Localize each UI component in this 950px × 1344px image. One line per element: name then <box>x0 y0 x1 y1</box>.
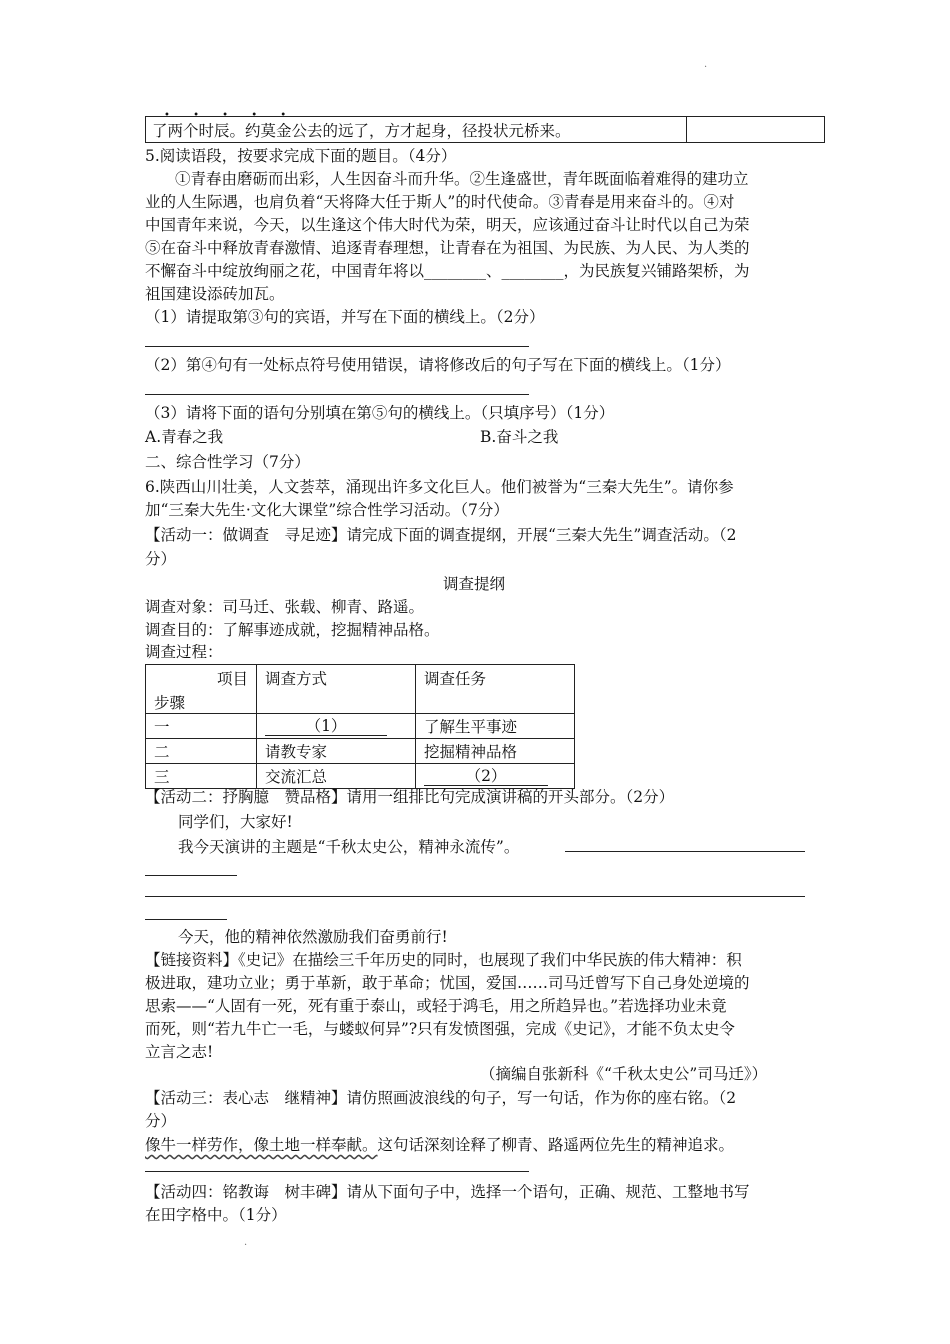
row-task-blank[interactable] <box>416 764 575 789</box>
answer-line-4[interactable] <box>145 875 237 876</box>
q5-para-line-2: 业的人生际遇，也肩负着“天将降大任于斯人”的时代使命。③青春是用来奋斗的。④对 <box>145 193 735 211</box>
header-step: 步骤 <box>154 694 186 712</box>
activity-4-line-2: 在田字格中。（1分） <box>145 1206 287 1224</box>
speech-greeting: 同学们，大家好! <box>178 813 293 831</box>
link-material-line-3: 思索——“人固有一死，死有重于泰山，或轻于鸿毛，用之所趋异也。”若选择功业未竟 <box>145 997 727 1015</box>
outline-title: 调查提纲 <box>443 575 506 593</box>
row-task: 了解生平事迹 <box>416 714 575 739</box>
row-task: 挖掘精神品格 <box>416 739 575 764</box>
wavy-sentence: 像牛一样劳作，像土地一样奉献。 <box>145 1136 378 1154</box>
top-answer-table <box>145 116 825 143</box>
link-source: （摘编自张新科《“千秋太史公”司马迁》） <box>480 1065 768 1083</box>
answer-line-1[interactable] <box>145 346 529 347</box>
answer-line-7[interactable] <box>145 1171 529 1172</box>
link-material-line-5: 立言之志! <box>145 1043 214 1061</box>
example-rest: 这句话深刻诠释了柳青、路遥两位先生的精神追求。 <box>377 1136 735 1154</box>
survey-process: 调查过程： <box>145 643 223 661</box>
table-row <box>146 739 575 764</box>
row-method-blank[interactable] <box>257 714 416 739</box>
header-project: 项目 <box>216 670 248 688</box>
link-material-line-1: 【链接资料】《史记》在描绘三千年历史的同时，也展现了我们中华民族的伟大精神：积 <box>145 951 742 969</box>
header-project-step <box>146 665 257 714</box>
activity-3-example <box>145 1134 734 1156</box>
option-b: B.奋斗之我 <box>480 428 559 446</box>
blank-2[interactable]: （2） <box>424 767 548 786</box>
q5-para-line-4: ⑤在奋斗中释放青春激情、追逐青春理想，让青春在为祖国、为民族、为人民、为人类的 <box>145 239 750 257</box>
row-step: 一 <box>146 714 257 739</box>
q6-line-2: 加“三秦大先生·文化大课堂”综合性学习活动。（7分） <box>145 501 509 519</box>
q5-para-line-3: 中国青年来说，今天，以生逢这个伟大时代为荣，明天，应该通过奋斗让时代以自己为荣 <box>145 216 750 234</box>
activity-3-line-2: 分） <box>145 1112 177 1130</box>
activity-1-line-2: 分） <box>145 550 177 568</box>
q5-para-line-5: 不懈奋斗中绽放绚丽之花，中国青年将以________、________，为民族复兴铺路架桥，为 <box>145 262 750 280</box>
q6-line-1: 6.陕西山川壮美，人文荟萃，涌现出许多文化巨人。他们被誉为“三秦大先生”。请你参 <box>145 478 734 496</box>
top-table-empty-cell[interactable] <box>687 117 825 143</box>
answer-line-3[interactable] <box>565 851 805 852</box>
answer-line-5[interactable] <box>145 896 805 897</box>
survey-table <box>145 664 575 789</box>
link-material-line-2: 极进取，建功立业；勇于革新，敢于革命；忧国，爱国……司马迁曾写下自己身处逆境的 <box>145 974 750 992</box>
blank-1[interactable]: （1） <box>265 717 387 736</box>
activity-4-line-1: 【活动四：铭教诲 树丰碑】请从下面句子中，选择一个语句，正确、规范、工整地书写 <box>145 1183 750 1201</box>
q5-sub3: （3）请将下面的语句分别填在第⑤句的横线上。（只填序号）（1分） <box>145 404 615 422</box>
row-method: 交流汇总 <box>257 764 416 789</box>
page-mark-bottom: · <box>244 1240 248 1251</box>
activity-3-line-1: 【活动三：表心志 继精神】请仿照画波浪线的句子，写一句话，作为你的座右铭。（2 <box>145 1089 737 1107</box>
survey-target: 调查对象：司马迁、张载、柳青、路遥。 <box>145 598 425 616</box>
q5-sub2: （2）第④句有一处标点符号使用错误，请将修改后的句子写在下面的横线上。（1分） <box>145 356 731 374</box>
row-step: 三 <box>146 764 257 789</box>
top-table-text: 了两个时辰。约莫金公去的远了，方才起身，径投状元桥来。 <box>146 117 687 143</box>
row-method: 请教专家 <box>257 739 416 764</box>
row-step: 二 <box>146 739 257 764</box>
emphasis-dots: • • • • • <box>164 110 297 121</box>
q5-para-line-1: ①青春由磨砺而出彩，人生因奋斗而升华。②生逢盛世，青年既面临着难得的建功立 <box>175 170 749 188</box>
section-2-title: 二、综合性学习（7分） <box>145 453 310 471</box>
speech-closing: 今天，他的精神依然激励我们奋勇前行! <box>178 928 448 946</box>
link-material-line-4: 而死，则“若九牛亡一毛，与蝼蚁何异”?只有发愤图强，完成《史记》，才能不负太史令 <box>145 1020 735 1038</box>
header-method: 调查方式 <box>257 665 416 714</box>
option-a: A.青春之我 <box>145 428 224 446</box>
header-task: 调查任务 <box>416 665 575 714</box>
q5-para-line-6: 祖国建设添砖加瓦。 <box>145 285 285 303</box>
table-row <box>146 764 575 789</box>
survey-purpose: 调查目的：了解事迹成就，挖掘精神品格。 <box>145 621 440 639</box>
q5-title: 5.阅读语段，按要求完成下面的题目。（4分） <box>145 147 457 165</box>
speech-theme: 我今天演讲的主题是“千秋太史公，精神永流传”。 <box>178 838 520 856</box>
activity-2-title: 【活动二：抒胸臆 赞品格】请用一组排比句完成演讲稿的开头部分。（2分） <box>145 788 675 806</box>
activity-1-line-1: 【活动一：做调查 寻足迹】请完成下面的调查提纲，开展“三秦大先生”调查活动。（2 <box>145 526 737 544</box>
page-mark-top: · <box>704 62 708 73</box>
q5-sub1: （1）请提取第③句的宾语，并写在下面的横线上。（2分） <box>145 308 545 326</box>
table-row <box>146 714 575 739</box>
answer-line-2[interactable] <box>145 394 529 395</box>
answer-line-6[interactable] <box>145 919 227 920</box>
